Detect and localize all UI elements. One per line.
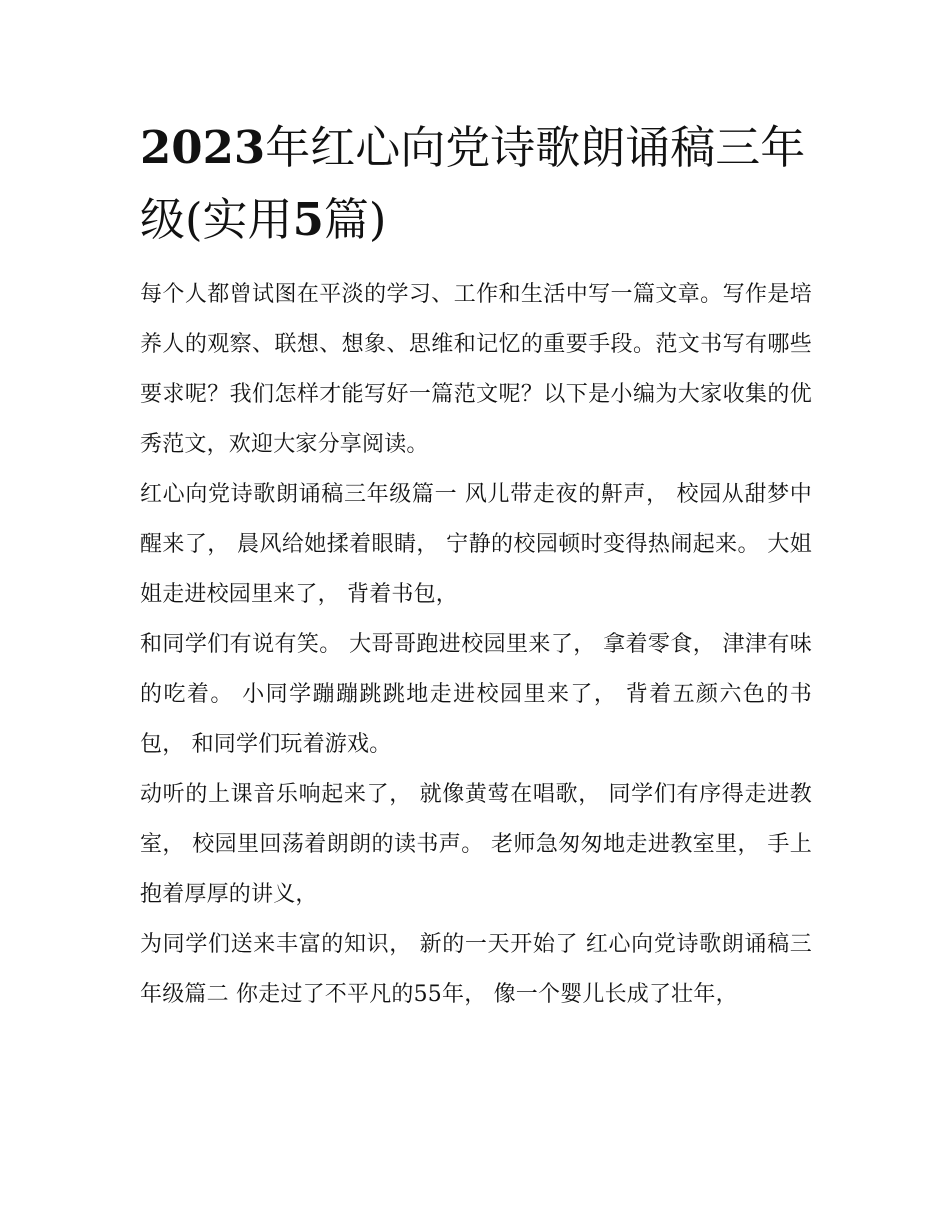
document-title bbox=[140, 112, 812, 256]
title-suffix: 篇) bbox=[323, 193, 387, 246]
title-main-text: 年红心向党诗歌朗诵稿三年级(实用 bbox=[140, 121, 806, 246]
poem-one-paragraph-3: 动听的上课音乐响起来了， 就像黄莺在唱歌， 同学们有序得走进教室， 校园里回荡着朗朗的读书声。 老师急匆匆地走进教室里， 手上抱着厚厚的讲义， bbox=[140, 782, 812, 907]
poem-one-paragraph-1: 红心向党诗歌朗诵稿三年级篇一 风儿带走夜的鼾声， 校园从甜梦中醒来了， 晨风给她揉着眼睛， 宁静的校园顿时变得热闹起来。 大姐姐走进校园里来了， 背着书包， bbox=[140, 482, 812, 607]
document-body bbox=[140, 112, 812, 1020]
title-count: 5 bbox=[292, 193, 324, 246]
intro-paragraph: 每个人都曾试图在平淡的学习、工作和生活中写一篇文章。写作是培养人的观察、联想、想象、思维和记忆的重要手段。范文书写有哪些要求呢？我们怎样才能写好一篇范文呢？以下是小编为大家收集的优秀范文，欢迎大家分享阅读。 bbox=[140, 282, 812, 457]
poem-two-paragraph-1: 为同学们送来丰富的知识， 新的一天开始了 红心向党诗歌朗诵稿三年级篇二 你走过了不平凡的55年， 像一个婴儿长成了壮年， bbox=[140, 932, 812, 1007]
title-year: 2023 bbox=[140, 121, 266, 174]
poem-one-paragraph-2: 和同学们有说有笑。 大哥哥跑进校园里来了， 拿着零食， 津津有味的吃着。 小同学蹦蹦跳跳地走进校园里来了， 背着五颜六色的书包， 和同学们玩着游戏。 bbox=[140, 632, 812, 757]
